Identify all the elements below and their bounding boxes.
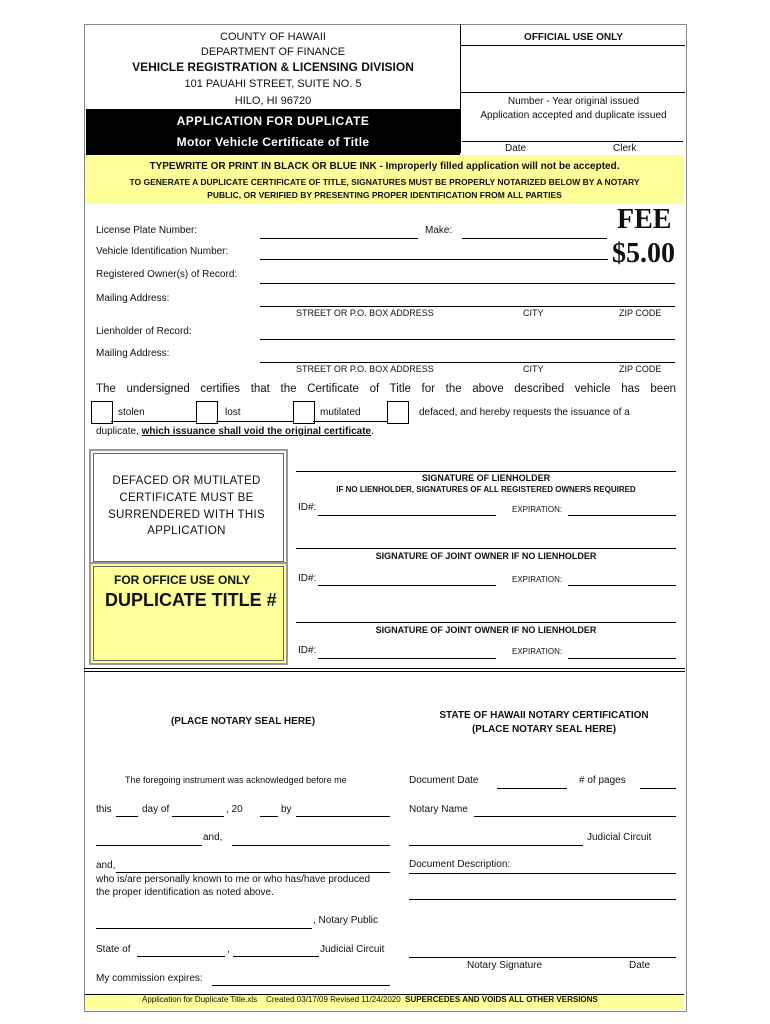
county-name: COUNTY OF HAWAII: [220, 31, 326, 43]
footer-file: Application for Duplicate Title.xls: [142, 995, 258, 1004]
state-comma: ,: [227, 944, 230, 955]
commission-input[interactable]: [212, 985, 390, 986]
expiration-label-2: EXPIRATION:: [512, 575, 563, 584]
document-description-input-1[interactable]: [409, 873, 676, 874]
defaced-notice-line-2: CERTIFICATE MUST BE: [119, 492, 254, 504]
state-input[interactable]: [137, 956, 225, 957]
city-address: HILO, HI 96720: [234, 95, 312, 107]
certify-statement: The undersigned certifies that the Certificate of Title for the above described vehicle has been: [96, 383, 676, 395]
expiration-label-1: EXPIRATION:: [512, 505, 563, 514]
pages-input[interactable]: [640, 788, 676, 789]
defaced-checkbox[interactable]: [387, 401, 409, 424]
name-input-1[interactable]: [96, 845, 202, 846]
mutilated-label: mutilated: [320, 407, 361, 418]
circuit-input-right[interactable]: [409, 845, 583, 846]
joint-owner-2-signature-line[interactable]: [296, 622, 676, 623]
notary-public-label: , Notary Public: [313, 915, 379, 926]
vin-label: Vehicle Identification Number:: [96, 246, 229, 257]
day-of-label: day of: [142, 804, 170, 815]
lienholder-signature-line[interactable]: [296, 471, 676, 472]
defaced-notice-line-4: APPLICATION: [147, 525, 226, 537]
by-input[interactable]: [296, 816, 390, 817]
notary-date-label: Date: [629, 960, 651, 971]
notary-name-label: Notary Name: [409, 804, 468, 815]
street-caption-2: STREET OR P.O. BOX ADDRESS: [296, 364, 434, 374]
official-divider-top: [460, 45, 685, 46]
notary-signature-line[interactable]: [409, 957, 676, 958]
footer-supercedes: SUPERCEDES AND VOIDS ALL OTHER VERSIONS: [405, 995, 598, 1004]
joint-owner-2-caption: SIGNATURE OF JOINT OWNER IF NO LIENHOLDER: [375, 625, 597, 635]
lienholder-label: Lienholder of Record:: [96, 326, 192, 337]
lienholder-signature-caption: SIGNATURE OF LIENHOLDER: [421, 473, 551, 483]
zip-caption-2: ZIP CODE: [619, 364, 662, 374]
notary-seal-left: (PLACE NOTARY SEAL HERE): [170, 716, 316, 727]
official-use-title: OFFICIAL USE ONLY: [524, 32, 623, 43]
defaced-notice-line-1: DEFACED OR MUTILATED: [112, 475, 261, 487]
warning-line-3: PUBLIC, OR VERIFIED BY PRESENTING PROPER IDENTIFICATION FROM ALL PARTIES: [207, 190, 562, 200]
stolen-checkbox[interactable]: [91, 401, 113, 424]
stolen-underline: [111, 421, 196, 422]
notary-name-input[interactable]: [474, 816, 676, 817]
department-name: DEPARTMENT OF FINANCE: [200, 46, 346, 58]
make-input[interactable]: [462, 238, 607, 239]
owners-label: Registered Owner(s) of Record:: [96, 269, 238, 280]
license-plate-label: License Plate Number:: [96, 225, 198, 236]
acknowledged-text: The foregoing instrument was acknowledged before me: [125, 775, 347, 785]
id-input-2[interactable]: [318, 585, 496, 586]
mailing-address-label: Mailing Address:: [96, 293, 170, 304]
official-accepted: Application accepted and duplicate issued: [480, 110, 667, 121]
city-caption-2: CITY: [523, 364, 544, 374]
lienholder-input[interactable]: [260, 339, 675, 340]
and-label-2: and,: [96, 860, 116, 871]
expiration-input-3[interactable]: [568, 658, 676, 659]
mailing-address-2-label: Mailing Address:: [96, 348, 170, 359]
mutilated-underline: [313, 421, 387, 422]
id-label-3: ID#:: [298, 645, 317, 656]
defaced-notice-line-3: SURRENDERED WITH THIS: [108, 509, 265, 521]
id-label-2: ID#:: [298, 573, 317, 584]
year-input[interactable]: [260, 816, 278, 817]
official-date-line: [462, 141, 683, 142]
make-label: Make:: [425, 225, 453, 236]
section-divider: [84, 668, 685, 672]
street-caption: STREET OR P.O. BOX ADDRESS: [296, 308, 434, 318]
name-input-2[interactable]: [232, 845, 390, 846]
commission-label: My commission expires:: [96, 973, 203, 984]
notary-seal-right: (PLACE NOTARY SEAL HERE): [471, 724, 617, 735]
notary-signature-label: Notary Signature: [467, 960, 543, 971]
office-use-label: FOR OFFICE USE ONLY: [114, 573, 251, 587]
footer-text: [142, 995, 598, 1004]
city-caption: CITY: [523, 308, 544, 318]
lost-label: lost: [225, 407, 241, 418]
duplicate-note-void: which issuance shall void the original certificate: [141, 426, 372, 437]
lienholder-note: IF NO LIENHOLDER, SIGNATURES OF ALL REGISTERED OWNERS REQUIRED: [336, 485, 636, 494]
joint-owner-1-caption: SIGNATURE OF JOINT OWNER IF NO LIENHOLDER: [375, 551, 597, 561]
document-description-label: Document Description:: [409, 859, 511, 870]
known-text-1: who is/are personally known to me or who has/have produced: [96, 874, 371, 885]
id-label-1: ID#:: [298, 502, 317, 513]
joint-owner-1-signature-line[interactable]: [296, 548, 676, 549]
document-description-input-2[interactable]: [409, 899, 676, 900]
mutilated-checkbox[interactable]: [293, 401, 315, 424]
zip-caption: ZIP CODE: [619, 308, 662, 318]
year-prefix-label: , 20: [226, 804, 243, 815]
notary-cert-title: STATE OF HAWAII NOTARY CERTIFICATION: [439, 710, 649, 721]
mailing-address-2-input[interactable]: [260, 362, 675, 363]
duplicate-title-label: DUPLICATE TITLE #: [105, 590, 277, 610]
id-input-3[interactable]: [318, 658, 496, 659]
by-label: by: [281, 804, 292, 815]
division-name: VEHICLE REGISTRATION & LICENSING DIVISION: [132, 60, 414, 74]
name-input-3[interactable]: [116, 872, 390, 873]
this-label: this: [96, 804, 112, 815]
state-of-label: State of: [96, 944, 131, 955]
known-text-2: the proper identification as noted above.: [96, 887, 274, 898]
warning-line-1: TYPEWRITE OR PRINT IN BLACK OR BLUE INK - Improperly filled application will not be accepted.: [149, 161, 620, 172]
official-divider-mid: [460, 92, 685, 93]
duplicate-note: [96, 426, 374, 437]
defaced-notice-box: [89, 449, 288, 566]
document-date-label: Document Date: [409, 775, 479, 786]
license-plate-input[interactable]: [260, 238, 418, 239]
document-date-input[interactable]: [497, 788, 567, 789]
form-title: APPLICATION FOR DUPLICATE: [176, 114, 370, 128]
pages-label: # of pages: [579, 775, 626, 786]
month-input[interactable]: [172, 816, 224, 817]
official-use-panel: [460, 24, 686, 153]
warning-line-2: TO GENERATE A DUPLICATE CERTIFICATE OF TITLE, SIGNATURES MUST BE PROPERLY NOTARIZED BELOW BY A NOTARY: [129, 177, 640, 187]
lost-checkbox[interactable]: [196, 401, 218, 424]
footer-created: Created 03/17/09 Revised 11/24/2020: [266, 995, 401, 1004]
expiration-label-3: EXPIRATION:: [512, 647, 563, 656]
duplicate-note-prefix: duplicate,: [96, 426, 139, 437]
circuit-input-left[interactable]: [233, 956, 319, 957]
day-input[interactable]: [116, 816, 138, 817]
street-address: 101 PAUAHI STREET, SUITE NO. 5: [184, 78, 362, 90]
vin-input[interactable]: [260, 259, 608, 260]
fee-amount: $5.00: [612, 238, 675, 269]
judicial-circuit-right: Judicial Circuit: [587, 832, 652, 843]
mailing-address-input[interactable]: [260, 306, 675, 307]
official-date-label: Date: [505, 143, 527, 154]
id-input-1[interactable]: [318, 515, 496, 516]
expiration-input-1[interactable]: [568, 515, 676, 516]
owners-input[interactable]: [260, 283, 675, 284]
defaced-label: defaced, and hereby requests the issuance of a: [419, 407, 630, 418]
fee-label: FEE: [617, 204, 672, 235]
official-number-year: Number - Year original issued: [507, 96, 640, 107]
form-subtitle: Motor Vehicle Certificate of Title: [176, 135, 370, 149]
notary-public-input[interactable]: [96, 928, 312, 929]
expiration-input-2[interactable]: [568, 585, 676, 586]
judicial-circuit-left: Judicial Circuit: [320, 944, 385, 955]
lost-underline: [216, 421, 293, 422]
and-label-1: and,: [203, 832, 223, 843]
official-clerk-label: Clerk: [613, 143, 637, 154]
duplicate-note-suffix: .: [371, 426, 374, 437]
stolen-label: stolen: [118, 407, 145, 418]
